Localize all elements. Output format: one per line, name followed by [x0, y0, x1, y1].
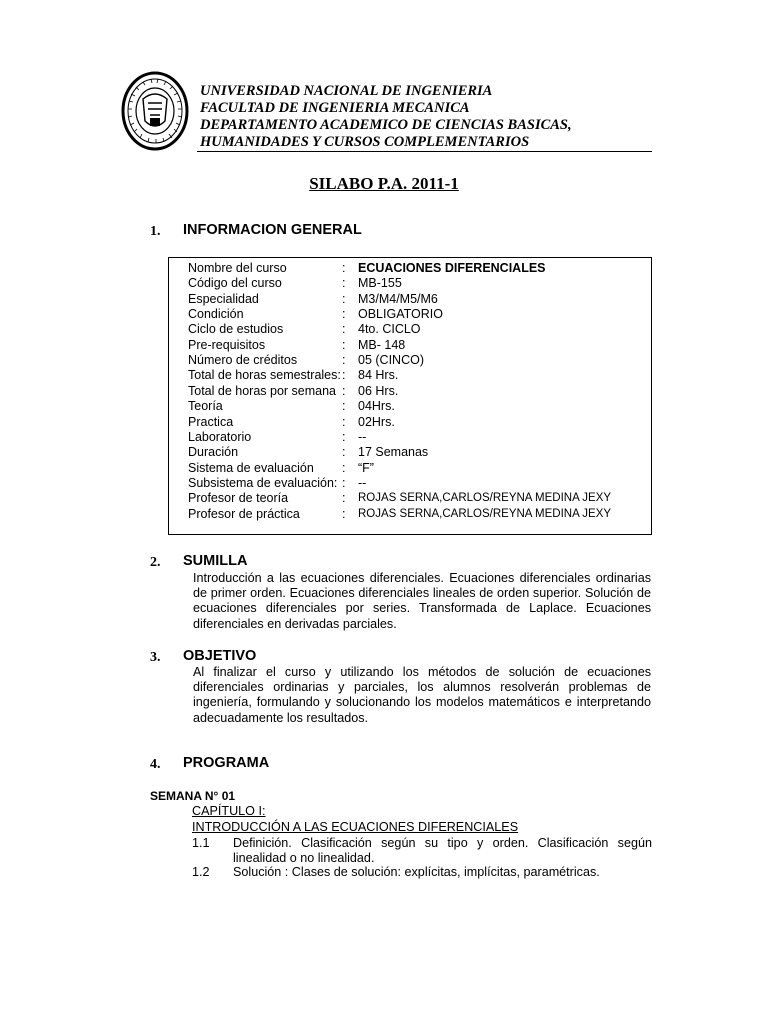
info-label: Código del curso: [188, 276, 282, 291]
info-label: Nombre del curso: [188, 261, 287, 275]
info-value: M3/M4/M5/M6: [358, 291, 438, 306]
info-label: Laboratorio: [188, 429, 252, 444]
info-label: Pre-requisitos: [188, 337, 266, 352]
section-2-title: SUMILLA: [183, 553, 248, 569]
info-value: MB-155: [358, 276, 402, 291]
document-title: [0, 174, 768, 194]
info-colon: :: [342, 506, 346, 521]
info-value: 05 (CINCO): [358, 353, 424, 368]
info-label: Número de créditos: [188, 353, 298, 368]
info-colon: :: [342, 475, 346, 490]
info-colon: :: [342, 460, 346, 475]
info-label: Profesor de práctica: [188, 506, 300, 521]
info-value: 06 Hrs.: [358, 383, 399, 398]
topic-number: 1.1: [192, 836, 210, 850]
info-colon: :: [342, 445, 346, 460]
chapter-title: INTRODUCCIÓN A LAS ECUACIONES DIFERENCIALES: [192, 820, 519, 834]
topic-text: Definición. Clasificación según su tipo y orden. Clasificación según linealidad o no linealidad.: [233, 836, 652, 866]
chapter-label: CAPÍTULO I:: [192, 804, 266, 818]
info-colon: :: [342, 307, 346, 322]
topic-text: Solución : Clases de solución: explícitas, implícitas, paramétricas.: [233, 865, 600, 879]
header-line: HUMANIDADES Y CURSOS COMPLEMENTARIOS: [200, 134, 530, 150]
info-colon: :: [342, 337, 346, 352]
info-colon: :: [342, 429, 346, 444]
info-label: Especialidad: [188, 291, 259, 306]
info-value: 04Hrs.: [358, 399, 395, 414]
document-title-text: SILABO P.A. 2011-1: [309, 174, 459, 193]
section-3-title: OBJETIVO: [183, 648, 257, 664]
university-seal-logo: [121, 71, 189, 151]
info-value: 84 Hrs.: [358, 368, 399, 383]
sumilla-text: Introducción a las ecuaciones diferenciales. Ecuaciones diferenciales ordinarias de primer orden. Ecuaciones diferenciales lineales de orden superior. Solución de ecuaciones diferenciales por series. Transformada de Laplace. Ecuaciones diferenciales en derivadas parciales.: [193, 571, 651, 631]
info-value: ROJAS SERNA,CARLOS/REYNA MEDINA JEXY: [358, 492, 612, 505]
info-colon: :: [342, 414, 346, 429]
info-value: 02Hrs.: [358, 414, 395, 429]
header-line: DEPARTAMENTO ACADEMICO DE CIENCIAS BASICAS,: [200, 117, 572, 133]
header-divider: [197, 151, 652, 152]
info-label: Total de horas por semana: [188, 383, 337, 398]
section-3-number: 3.: [150, 650, 161, 665]
topic-number: 1.2: [192, 865, 210, 879]
university-header: [200, 83, 572, 151]
info-colon: :: [342, 368, 346, 383]
info-colon: :: [342, 261, 346, 275]
info-colon: :: [342, 276, 346, 291]
section-1-number: 1.: [150, 224, 161, 239]
info-value: --: [358, 475, 367, 490]
info-label: Subsistema de evaluación:: [188, 475, 338, 490]
info-colon: :: [342, 491, 346, 506]
info-colon: :: [342, 291, 346, 306]
header-line: UNIVERSIDAD NACIONAL DE INGENIERIA: [200, 83, 493, 99]
info-label: Condición: [188, 307, 244, 322]
section-4-title: PROGRAMA: [183, 755, 270, 771]
info-value: “F”: [358, 460, 374, 475]
info-label: Total de horas semestrales:: [188, 368, 341, 383]
section-1-title: INFORMACION GENERAL: [183, 222, 362, 238]
info-value: 17 Semanas: [358, 445, 429, 460]
info-label: Teoría: [188, 399, 223, 414]
info-colon: :: [342, 353, 346, 368]
header-line: FACULTAD DE INGENIERIA MECANICA: [200, 100, 470, 116]
info-value: 4to. CICLO: [358, 322, 421, 337]
info-value: ECUACIONES DIFERENCIALES: [358, 261, 546, 275]
section-2-number: 2.: [150, 555, 161, 570]
info-colon: :: [342, 383, 346, 398]
info-value: OBLIGATORIO: [358, 307, 443, 322]
info-value: MB- 148: [358, 337, 406, 352]
info-label: Profesor de teoría: [188, 491, 289, 506]
objetivo-text: Al finalizar el curso y utilizando los métodos de solución de ecuaciones diferenciales ordinarias y parciales, los alumnos resolverán problemas de ingeniería, formulando y solucionando los modelos matemáticos e interpretando adecuadamente los resultados.: [193, 665, 651, 725]
week-heading: SEMANA N° 01: [150, 789, 236, 803]
info-label: Ciclo de estudios: [188, 322, 284, 337]
info-label: Duración: [188, 445, 239, 460]
info-label: Practica: [188, 414, 234, 429]
info-value: ROJAS SERNA,CARLOS/REYNA MEDINA JEXY: [358, 507, 612, 520]
info-value: --: [358, 429, 367, 444]
section-4-number: 4.: [150, 757, 161, 772]
info-colon: :: [342, 399, 346, 414]
info-colon: :: [342, 322, 346, 337]
info-label: Sistema de evaluación: [188, 460, 314, 475]
